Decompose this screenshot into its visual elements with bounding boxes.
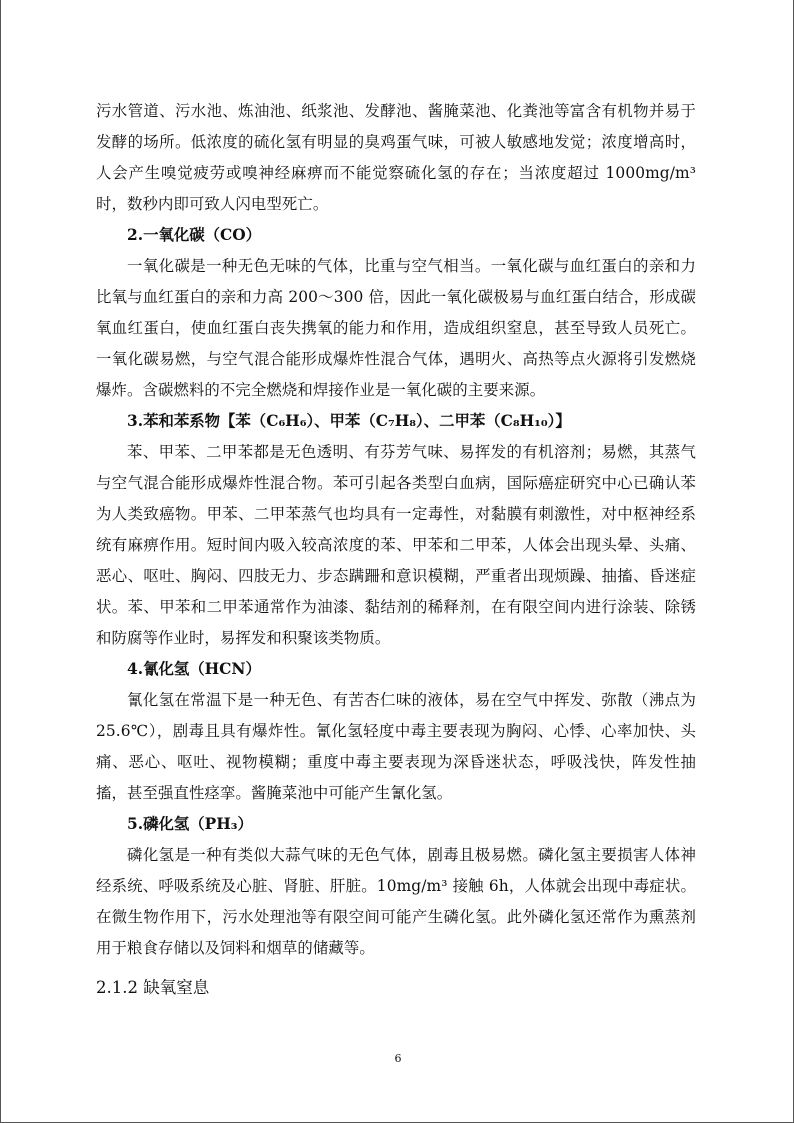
heading-carbon-monoxide: 2.一氧化碳（CO） <box>127 226 262 244</box>
paragraph-phosphine: 磷化氢是一种有类似大蒜气味的无色气体，剧毒且极易燃。磷化氢主要损害人体神经系统、呼吸系统及心脏、肾脏、肝脏。10mg/m³ 接触 6h，人体就会出现中毒症状。在微生物作用下，污水处理池等有限空间可能产生磷化氢。此外磷化氢还常作为熏蒸剂用于粮食存储以及饲料和烟草的储藏等。 <box>96 846 696 957</box>
page-content <box>96 96 696 1003</box>
heading-benzene: 3.苯和苯系物【苯（C₆H₆）、甲苯（C₇H₈）、二甲苯（C₈H₁₀）】 <box>127 412 571 430</box>
paragraph-h2s-continued: 污水管道、污水池、炼油池、纸浆池、发酵池、酱腌菜池、化粪池等富含有机物并易于发酵的场所。低浓度的硫化氢有明显的臭鸡蛋气味，可被人敏感地发觉；浓度增高时，人会产生嗅觉疲劳或嗅神经麻痹而不能觉察硫化氢的存在；当浓度超过 1000mg/m³ 时，数秒内即可致人闪电型死亡。 <box>96 102 696 213</box>
page-number: 6 <box>394 1052 402 1065</box>
section-heading-hypoxia: 2.1.2 缺氧窒息 <box>96 978 210 997</box>
paragraph-carbon-monoxide: 一氧化碳是一种无色无味的气体，比重与空气相当。一氧化碳与血红蛋白的亲和力比氧与血红蛋白的亲和力高 200～300 倍，因此一氧化碳极易与血红蛋白结合，形成碳氧血红蛋白，使血红蛋白丧失携氧的能力和作用，造成组织窒息，甚至导致人员死亡。一氧化碳易燃，与空气混合能形成爆炸性混合气体，遇明火、高热等点火源将引发燃烧爆炸。含碳燃料的不完全燃烧和焊接作业是一氧化碳的主要来源。 <box>96 257 696 399</box>
paragraph-hydrogen-cyanide: 氰化氢在常温下是一种无色、有苦杏仁味的液体，易在空气中挥发、弥散（沸点为 25.6℃），剧毒且具有爆炸性。氰化氢轻度中毒主要表现为胸闷、心悸、心率加快、头痛、恶心、呕吐、视物模糊；重度中毒主要表现为深昏迷状态，呼吸浅快，阵发性抽搐，甚至强直性痉挛。酱腌菜池中可能产生氰化氢。 <box>96 691 696 802</box>
heading-hydrogen-cyanide: 4.氰化氢（HCN） <box>127 660 261 678</box>
paragraph-benzene: 苯、甲苯、二甲苯都是无色透明、有芬芳气味、易挥发的有机溶剂；易燃，其蒸气与空气混合能形成爆炸性混合物。苯可引起各类型白血病，国际癌症研究中心已确认苯为人类致癌物。甲苯、二甲苯蒸气也均具有一定毒性，对黏膜有刺激性，对中枢神经系统有麻痹作用。短时间内吸入较高浓度的苯、甲苯和二甲苯，人体会出现头晕、头痛、恶心、呕吐、胸闷、四肢无力、步态蹒跚和意识模糊，严重者出现烦躁、抽搐、昏迷症状。苯、甲苯和二甲苯通常作为油漆、黏结剂的稀释剂，在有限空间内进行涂装、除锈和防腐等作业时，易挥发和积聚该类物质。 <box>96 443 696 647</box>
heading-phosphine: 5.磷化氢（PH₃） <box>127 815 253 833</box>
